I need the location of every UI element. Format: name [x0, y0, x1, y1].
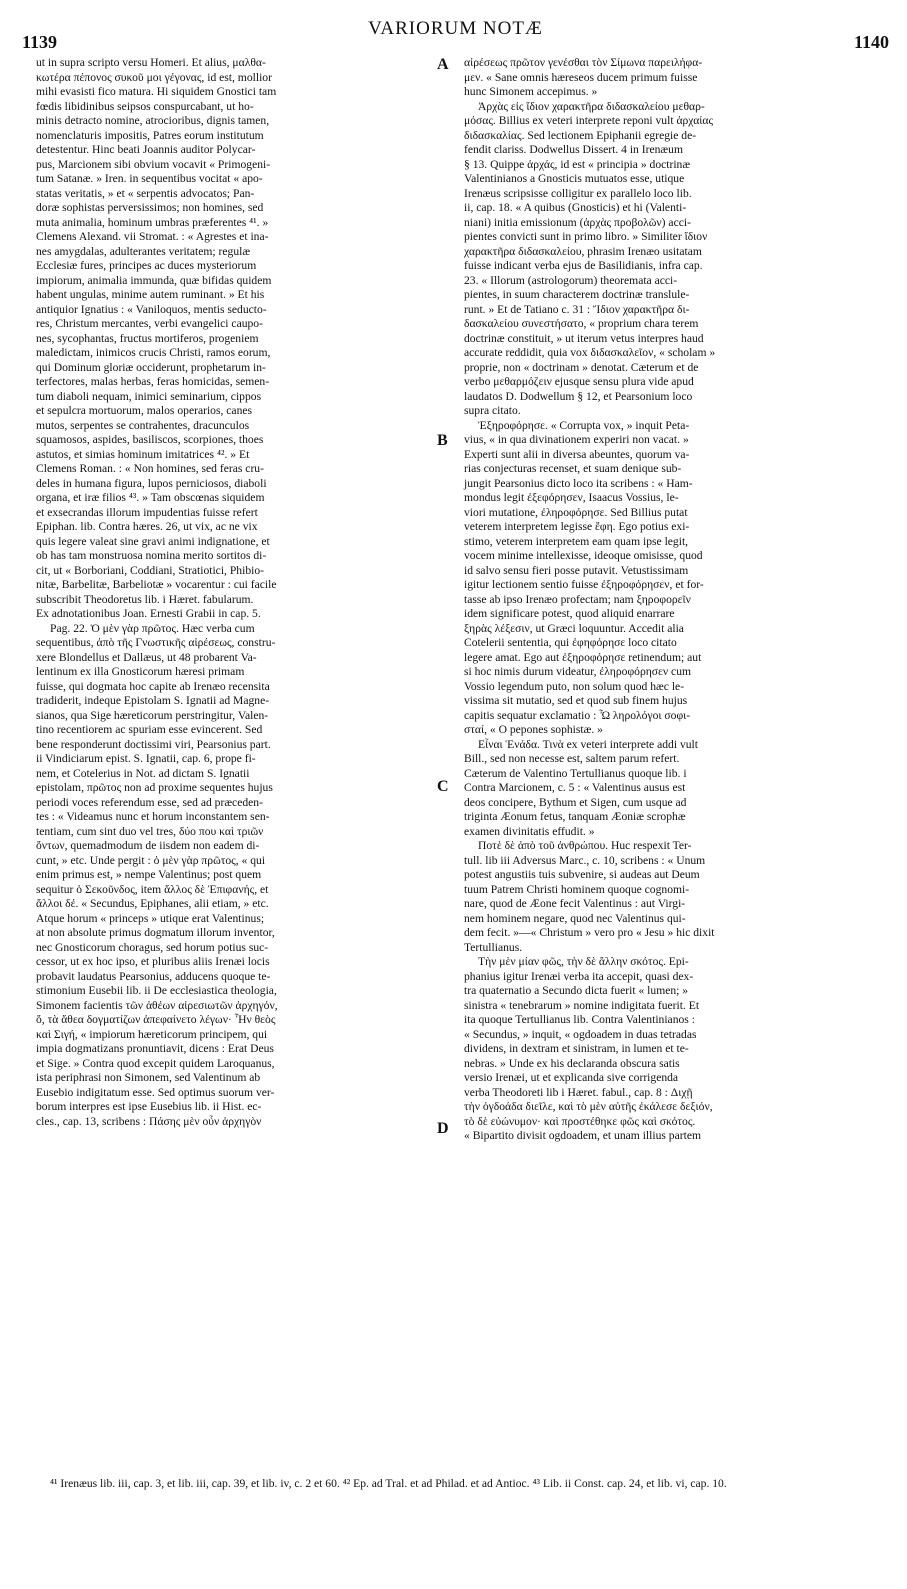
right-paragraph: Ἐξηροφόρησε. « Corrupta vox, » inquit Peta- vius, « in qua divinationem experiri non vacat. » Experti sunt alii in diversa abeuntes, quorum va- rias conjecturas recenset, et suam denique sub- jungit Pearsonius dicto loco ita scribens : « Ham- mondus legit ἐξεφόρησεν, Isaacus Vossius, le- viori mutatione, ἐληροφόρησε. Sed Billius putat veterem interpretem legisse ἔφη. Ego potius exi- stimo, veterem interpretem eam quam ipse legit, vocem minime intellexisse, ideoque omisisse, quod id salvo sensu fieri posse putavit. Vetustissimam igitur lectionem sentio fuisse ἐξηροφόρησεν, et for- tasse ab ipso Irenæo profectam; nam ξηροφορεῖν idem significare potest, quod aliquid enarrare ξηρὰς λέξεσιν, ut Græci loquuntur. Accedit alia Cotelerii sententia, qui ἐφηφόρησε loco citato legere amat. Ego aut ἐξηροφόρησε retinendum; aut si hoc nimis durum videatur, ἐληροφόρησεν cum Vossio legendum puto, non solum quod hæc le- vissima sit mutatio, sed et quod sub finem hujus capitis sequatur exclamatio : Ὦ ληρολόγοι σοφι- σταί, « O pepones sophistæ. »	[464, 418, 704, 736]
left-paragraph: Pag. 22. Ὁ μὲν γὰρ πρῶτος. Hæc verba cum sequentibus, ἀπὸ τῆς Γνωστικῆς αἱρέσεως, constru- xere Blondellus et Dallæus, ut 48 probarent Va- lentinum ex illa Gnosticorum hæresi primam fuisse, qui dogmata hoc capite ab Irenæo recensita tradiderit, indeque Epistolam S. Ignatii ad Magne- sianos, qua Sige hæreticorum perstringitur, Valen- tino recentiorem ac spuriam esse evincerent. Sed bene responderunt doctissimi viri, Pearsonius part. ii Vindiciarum epist. S. Ignatii, cap. 6, prope fi- nem, et Cotelerius in Not. ad dictam S. Ignatii epistolam, πρῶτος non ad proxime sequentes hujus periodi voces referendum esse, sed ad præceden- tes : « Videamus nunc et horum inconstantem sen- tentiam, cum sint duo vel tres, δύο που καὶ τριῶν ὄντων, quemadmodum de iisdem non eadem di- cunt, » etc. Unde pergit : ὁ μὲν γὰρ πρῶτος, « qui enim primus est, » nempe Valentinus; post quem sequitur ὁ Σεκοῦνδος, item ἄλλος δὲ Ἐπιφανής, et ἄλλοι δέ. « Secundus, Epiphanes, alii etiam, » etc. Atque horum « princeps » utique erat Valentinus; at non absolute primus dogmatum illorum inventor, nec Gnosticorum choragus, sed horum potius suc- cessor, ut ex hoc ipso, et pluribus aliis Irenæi locis probavit laudatus Pearsonius, adducens quoque te- stimonium Eusebii lib. ii De ecclesiastica theologia, Simonem facientis τῶν ἀθέων αἱρεσιωτῶν ἀρχηγόν, ὅ, τὰ ἄθεα δογματίζων ἀπεφαίνετο λέγων· Ἦν θεὸς καὶ Σιγή, « impiorum hæreticorum principem, qui impia dogmatizans pronuntiavit, dicens : Erat Deus et Sige. » Contra quod excepit quidem Laroquanus, ista periphrasi non Simonem, sed Valentinum ab Eusebio indigitatum esse. Sed optimus suorum ver- borum interpres est ipse Eusebius lib. ii Hist. ec- cles., cap. 13, scribens : Πάσης μὲν οὖν ἀρχηγὸν	[36, 621, 278, 1128]
right-paragraph: Τὴν μὲν μίαν φῶς, τὴν δὲ ἄλλην σκότος. Epi- phanius igitur Irenæi verba ita accepit, quasi dex- tra quaternatio a Secundo dicta fuerit « lumen; » sinistra « tenebrarum » nomine indigitata fuerit. Et ita quoque Tertullianus lib. Contra Valentinianos : « Secundus, » inquit, « ogdoadem in duas tetradas dividens, in dextram et sinistram, in lumen et te- nebras. » Unde ex his declaranda obscura satis versio Irenæi, ut et explicanda sive corrigenda verba Theodoreti lib i Hæret. fabul., cap. 8 : Διχῇ τὴν ὀγδοάδα διεῖλε, καὶ τὸ μὲν αὐτῆς ἐκάλεσε δεξιόν, τὸ δὲ εὐώνυμον· καὶ προστέθηκε φῶς καὶ σκότος. « Bipartito divisit ogdoadem, et unam illius partem	[464, 955, 713, 1142]
margin-letter-c: C	[437, 778, 449, 795]
left-column	[36, 56, 428, 1129]
right-column	[464, 56, 870, 1144]
footnote-text: ⁴¹ Irenæus lib. iii, cap. 3, et lib. iii, cap. 39, et lib. iv, c. 2 et 60. ⁴² Ep. ad Tral. et ad Philad. et ad Antioc. ⁴³ Lib. ii Const. cap. 24, et lib. vi, cap. 10.	[50, 1477, 727, 1490]
margin-letter-b: B	[437, 432, 448, 449]
right-paragraph: Ἀρχὰς εἰς ἴδιον χαρακτῆρα διδασκαλείου μεθαρ- μόσας. Billius ex veteri interprete reponi vult ἀρχαίας διδασκαλίας. Sed lectionem Epiphanii egregie de- fendit clariss. Dodwellus Dissert. 4 in Irenæum § 13. Quippe ἀρχάς, id est « principia » doctrinæ Valentinianos a Gnosticis mutuatos esse, utique Irenæus scripsisse colligitur ex parallelo loco lib. ii, cap. 18. « A quibus (Gnosticis) et hi (Valenti- niani) initia emissionum (ἀρχὰς προβολῶν) acci- pientes convicti sunt in primo libro. » Similiter ἴδιον χαρακτῆρα διδασκαλείου, phrasim Irenæo usitatam fuisse indicant verba ejus de Basilidianis, infra cap. 23. « Illorum (astrologorum) theoremata acci- pientes, in suum characterem doctrinæ translule- runt. » Et de Tatiano c. 31 : Ἴδιον χαρακτῆρα δι- δασκαλείου συνεστήσατο, « proprium chara terem doctrinæ constituit, » ut iterum vetus interpres haud accurate reddidit, quia vox διδασκαλεῖον, « scholam » proprie, non « doctrinam » denotat. Cæterum et de verbo μεθαρμόζειν ejusque sensu plura vide apud laudatos D. Dodwellum § 12, et Pearsonium loco supra citato.	[464, 99, 716, 417]
right-paragraph: αἱρέσεως πρῶτον γενέσθαι τὸν Σίμωνα παρειλήφα- μεν. « Sane omnis hæreseos ducem primum fuisse hunc Simonem accepimus. »	[464, 56, 703, 98]
margin-letter-d: D	[437, 1120, 449, 1137]
left-paragraph: ut in supra scripto versu Homeri. Et alius, μαλθα- κωτέρα πέπονος συκοῦ μοι γέγονας, id est, mollior mihi evasisti fico matura. Hi siquidem Gnostici tam fœdis libidinibus seipsos conspurcabant, ut ho- minis detracto nomine, atrocioribus, dignis tamen, nomenclaturis impositis, Patres eorum institutum detestentur. Hinc beati Joannis auditor Polycar- pus, Marcionem sibi obvium vocavit « Primogeni- tum Satanæ. » Iren. in sequentibus vocitat « apo- statas veritatis, » et « serpentis advocatos; Pan- doræ sophistas perversissimos; non homines, sed muta animalia, hominum umbras præferentes ⁴¹. » Clemens Alexand. vii Stromat. : « Agrestes et ina- nes amygdalas, adulterantes veritatem; regulæ Ecclesiæ fures, principes ac duces mysteriorum impiorum, animalia immunda, quæ bifidas quidem habent ungulas, minime autem ruminant. » Et his antiquior Ignatius : « Vaniloquos, mentis seducto- res, Christum mercantes, verbi evangelici caupo- nes, sycophantas, fructus mortiferos, progeniem maledictam, inimicos crucis Christi, ramos eorum, qui Dominum gloriæ occiderunt, prophetarum in- terfectores, malas herbas, feras homicidas, semen- tum diaboli nequam, inimici seminarium, cippos et sepulcra mortuorum, malos operarios, canes mutos, serpentes se contrahentes, dracunculos squamosos, aspides, basiliscos, scorpiones, thoes astutos, et simias hominum imitatrices ⁴². » Et Clemens Roman. : « Non homines, sed feras cru- deles in humana figura, lupos perniciosos, diaboli organa, et iræ filios ⁴³. » Tam obscœnas siquidem et exsecrandas illorum impudentias fuisse refert Epiphan. lib. Contra hæres. 26, ut vix, ac ne vix quis legere valeat sine gravi animi indignatione, et ob has tam monstruosa nomina merito sortitos di- cit, ut « Borboriani, Coddiani, Stratiotici, Phibio- nitæ, Barbelitæ, Barbeliotæ » vocarentur : cui facile subscribit Theodoretus lib. i Hæret. fabularum. Ex adnotationibus Joan. Ernesti Grabii in cap. 5.	[36, 56, 277, 620]
margin-letter-a: A	[437, 56, 449, 73]
footnotes	[36, 1476, 870, 1491]
running-title: VARIORUM NOTÆ	[368, 18, 543, 39]
right-paragraph: Ποτὲ δὲ ἀπὸ τοῦ ἀνθρώπου. Huc respexit Ter- tull. lib iii Adversus Marc., c. 10, scribens : « Unum potest angustiis tuis subvenire, si audeas aut Deum tuum Patrem Christi hominem quoque cognomi- nare, quod de Æone fecit Valentinus : aut Virgi- nem hominem negare, quod nec Valentinus qui- dem fecit. »—« Christum » vero pro « Jesu » hic dixit Tertullianus.	[464, 839, 715, 954]
right-paragraph: Εἶναι Ἑνάδα. Τινὰ ex veteri interprete addi vult Bill., sed non necesse est, saltem parum refert. Cæterum de Valentino Tertullianus quoque lib. i Contra Marcionem, c. 5 : « Valentinus ausus est deos concipere, Bythum et Sigen, cum usque ad triginta Æonum fetus, tanquam Æoniæ scrophæ examen divinitatis effudit. »	[464, 737, 698, 838]
page-number-left: 1139	[22, 32, 58, 52]
page-number-right: 1140	[853, 32, 889, 52]
running-header	[22, 18, 889, 52]
